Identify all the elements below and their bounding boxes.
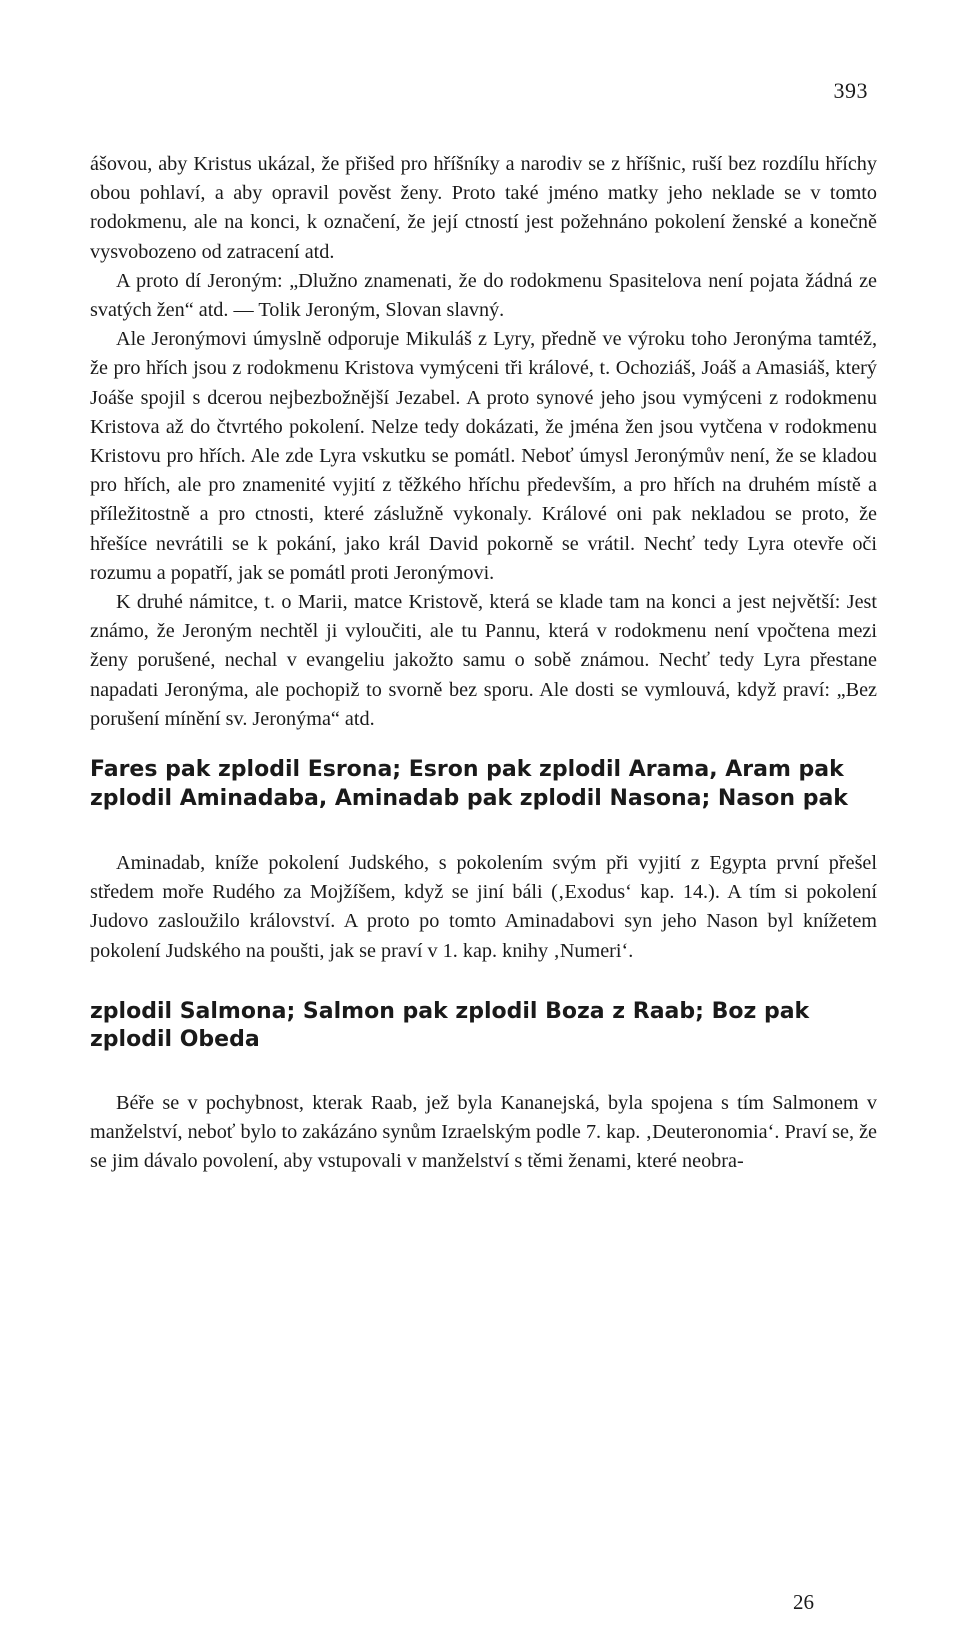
page-number: 393 (833, 78, 868, 103)
paragraph-jeronym-quote: A proto dí Jeroným: „Dlužno znamenati, že do rodokmenu Spasitelova není pojata žádná ze svatých žen“ atd. — Tolik Jeroným, Slovan slavný. (90, 269, 877, 322)
paragraph-second-objection: K druhé námitce, t. o Marii, matce Kristově, která se klade tam na konci a jest největší: Jest známo, že Jeroným nechtěl ji vyloučiti, ale tu Pannu, která v rodokmenu není vpočtena mezi ženy porušené, nechal v evangeliu jakožto samu o sobě známou. Nechť tedy Lyra přestane napadati Jeronýma, ale pochopiž to svorně bez sporu. Ale dosti se vymlouvá, když praví: „Bez porušení mínění sv. Jeronýma“ atd. (90, 591, 877, 730)
paragraph-aminadab: Aminadab, kníže pokolení Judského, s pokolením svým při vyjití z Egypta první přešel středem moře Rudého za Mojžíšem, když se jiní báli (‚Exodus‘ kap. 14.). A tím si pokolení Judovo zasloužilo království. A proto po tomto Aminadabovi syn jeho Nason byl knížetem pokolení Judského na poušti, jak se praví v 1. kap. knihy ‚Numeri‘. (90, 852, 877, 962)
page-body (90, 150, 877, 1176)
paragraph-lyra-objection: Ale Jeronýmovi úmyslně odporuje Mikuláš z Lyry, předně ve výroku toho Jeronýma tamtéž, že pro hřích jsou z rodokmenu Kristova vymýceni tři králové, t. Ochoziáš, Joáš a Amasiáš, který Joáše spojil s dcerou nejbezbožnější Jezabel. A proto synové jeho jsou vymýceni z rodokmenu Kristova až do čtvrtého pokolení. Nelze tedy dokázati, že jména žen jsou vytčena v rodokmenu Kristovu pro hřích. Ale zde Lyra vskutku se pomátl. Neboť úmysl Jeronýmův není, že se kladou pro hřích, ale pro znamenité vyjití z těžkého hříchu především, a pro hřích na druhém místě a příležitostně a pro ctnosti, které záslužně vykonaly. Králové oni pak nekladou se proto, že hřešíce nevrátili se k pokání, jako král David pokorně se vrátil. Nechť tedy Lyra otevře oči rozumu a popatří, jak se pomátl proti Jeronýmovi. (90, 328, 877, 584)
paragraph-continuation: ášovou, aby Kristus ukázal, že přišed pro hříšníky a narodiv se z hříšnic, ruší bez rozdílu hříchy obou pohlaví, a aby opravil pověst ženy. Proto také jméno matky jeho neklade se v tomto rodokmenu, ale na konci, k označení, že její ctností jest požehnáno pokolení ženské a konečně vysvobozeno od zatracení atd. (90, 153, 877, 263)
paragraph-raab: Béře se v pochybnost, kterak Raab, jež byla Kananejská, byla spojena s tím Salmonem v manželství, neboť bylo to zakázáno synům Izraelským podle 7. kap. ‚Deuteronomia‘. Praví se, že se jim dávalo povolení, aby vstupovali v manželství s těmi ženami, které neobra- (90, 1091, 877, 1173)
verse-heading-salmon: zplodil Salmona; Salmon pak zplodil Boza z Raab; Boz pak zplodil Obeda (90, 998, 810, 1053)
signature-mark: 26 (793, 1590, 814, 1614)
verse-heading-fares: Fares pak zplodil Esrona; Esron pak zplodil Arama, Aram pak zplodil Aminadaba, Aminadab pak zplodil Nasona; Nason pak (90, 757, 848, 811)
